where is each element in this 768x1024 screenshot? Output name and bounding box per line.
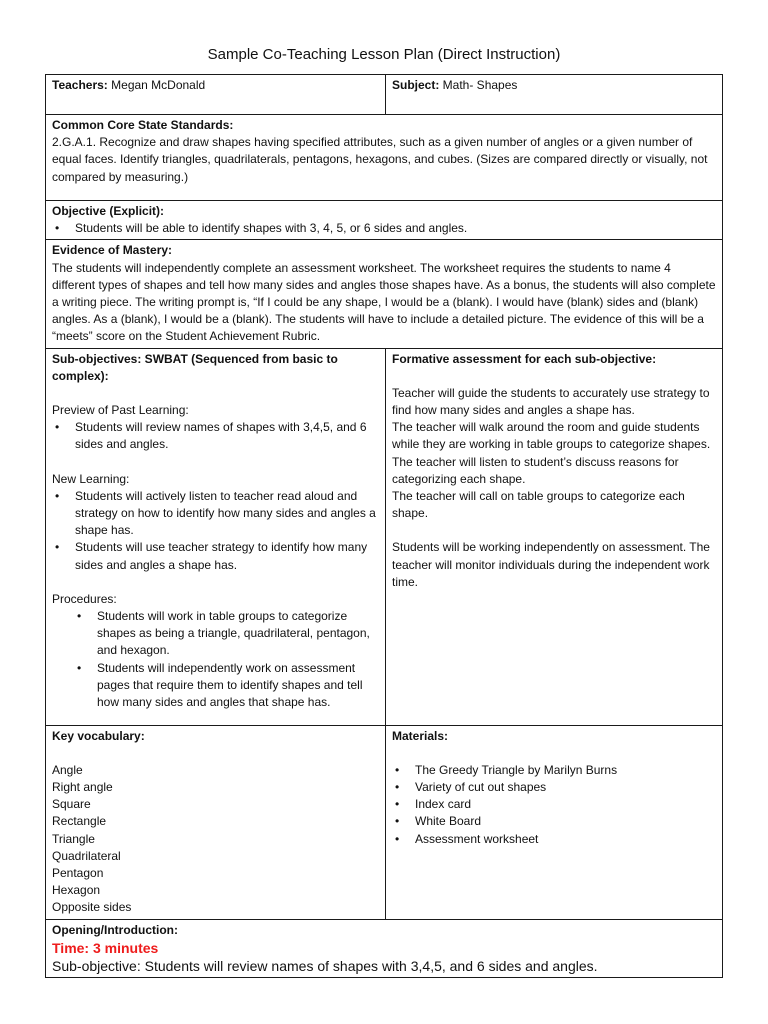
teachers-cell <box>46 75 386 115</box>
subject-label: Subject: <box>392 78 440 92</box>
standards-row <box>46 115 723 201</box>
procedures-list <box>52 608 379 711</box>
objective-item: • Students will be able to identify shapes with 3, 4, 5, or 6 sides and angles. <box>52 220 716 237</box>
subobjectives-row <box>46 348 723 725</box>
standards-cell <box>46 115 723 201</box>
materials-cell <box>386 725 723 919</box>
vocabulary-item: Opposite sides <box>52 900 132 915</box>
formative-para: Teacher will guide the students to accurately use strategy to find how many sides and angles a shape has. <box>392 385 710 418</box>
preview-label: Preview of Past Learning: <box>52 403 189 418</box>
vocabulary-item: Right angle <box>52 780 113 795</box>
new-learning-label: New Learning: <box>52 471 130 486</box>
vocabulary-item: Pentagon <box>52 866 104 881</box>
subject-value: Math- Shapes <box>439 78 518 92</box>
formative-para: The teacher will walk around the room and guide students while they are working in table groups to categorize shapes. The teacher will listen to student’s discuss reasons for categorizing each shape. <box>392 420 711 486</box>
vocabulary-row <box>46 725 723 919</box>
opening-row <box>46 919 723 977</box>
materials-item: • White Board <box>392 813 716 830</box>
materials-list <box>392 762 716 848</box>
materials-item: • Assessment worksheet <box>392 831 716 848</box>
materials-item: • Index card <box>392 796 716 813</box>
vocabulary-item: Square <box>52 797 91 812</box>
subject-cell <box>386 75 723 115</box>
evidence-row <box>46 240 723 348</box>
evidence-cell <box>46 240 723 348</box>
header-row <box>46 75 723 115</box>
formative-para: The teacher will call on table groups to categorize each shape. <box>392 489 685 521</box>
objective-list <box>52 220 716 237</box>
document-title: Sample Co-Teaching Lesson Plan (Direct Instruction) <box>207 46 561 63</box>
new-learning-item: • Students will use teacher strategy to identify how many sides and angles a shape has. <box>52 539 379 573</box>
lesson-plan-table <box>45 74 723 978</box>
vocabulary-heading: Key vocabulary: <box>52 728 145 743</box>
materials-item: • The Greedy Triangle by Marilyn Burns <box>392 762 716 779</box>
vocabulary-cell <box>46 725 386 919</box>
preview-item: • Students will review names of shapes with 3,4,5, and 6 sides and angles. <box>52 419 379 453</box>
preview-list <box>52 419 379 453</box>
evidence-heading: Evidence of Mastery: <box>52 243 173 258</box>
procedures-item: • Students will work in table groups to categorize shapes as being a triangle, quadrilateral, pentagon, and hexagon. <box>75 608 379 660</box>
subobjectives-heading: Sub-objectives: SWBAT (Sequenced from basic to complex): <box>52 351 338 383</box>
standards-heading: Common Core State Standards: <box>52 118 234 132</box>
procedures-item: • Students will independently work on assessment pages that require them to identify shapes and tell how many sides and angles that shape has. <box>75 660 379 712</box>
standards-text: 2.G.A.1. Recognize and draw shapes having specified attributes, such as a given number of angles or a given number of equal faces. Identify triangles, quadrilaterals, pentagons, hexagons, and cubes. (Sizes are compared directly or visually, not compared by measuring.) <box>52 135 708 184</box>
formative-heading: Formative assessment for each sub-objective: <box>392 351 657 366</box>
opening-cell <box>46 919 723 977</box>
vocabulary-item: Angle <box>52 762 83 777</box>
formative-cell <box>386 348 723 725</box>
teachers-label: Teachers: <box>52 78 108 92</box>
new-learning-list <box>52 488 379 574</box>
materials-heading: Materials: <box>392 728 449 743</box>
teachers-value: Megan McDonald <box>107 78 206 92</box>
opening-heading: Opening/Introduction: <box>52 922 178 937</box>
objective-heading: Objective (Explicit): <box>52 204 165 218</box>
opening-time: Time: 3 minutes <box>52 939 159 956</box>
objective-cell <box>46 201 723 240</box>
materials-item: • Variety of cut out shapes <box>392 779 716 796</box>
vocabulary-item: Triangle <box>52 831 95 846</box>
formative-para: Students will be working independently on assessment. The teacher will monitor individuals during the independent work time. <box>392 540 710 589</box>
subobjectives-cell <box>46 348 386 725</box>
new-learning-item: • Students will actively listen to teacher read aloud and strategy on how to identify how many sides and angles a shape has. <box>52 488 379 540</box>
vocabulary-item: Rectangle <box>52 814 107 829</box>
procedures-label: Procedures: <box>52 591 117 606</box>
vocabulary-item: Quadrilateral <box>52 848 121 863</box>
evidence-text: The students will independently complete an assessment worksheet. The worksheet requires the students to name 4 different types of shapes and tell how many sides and angles those shapes have. As a bonus, the students will also complete a writing piece. The writing prompt is, “If I could be any shape, I would be a (blank). I would have (blank) sides and (blank) angles. As a (blank), I would be a (blank). The students will have to include a detailed picture. The evidence of this will be a “meets” score on the Student Achievement Rubric. <box>52 260 716 344</box>
objective-row <box>46 201 723 240</box>
vocabulary-item: Hexagon <box>52 883 101 898</box>
opening-subobjective: Sub-objective: Students will review names of shapes with 3,4,5, and 6 sides and angles. <box>52 957 598 974</box>
